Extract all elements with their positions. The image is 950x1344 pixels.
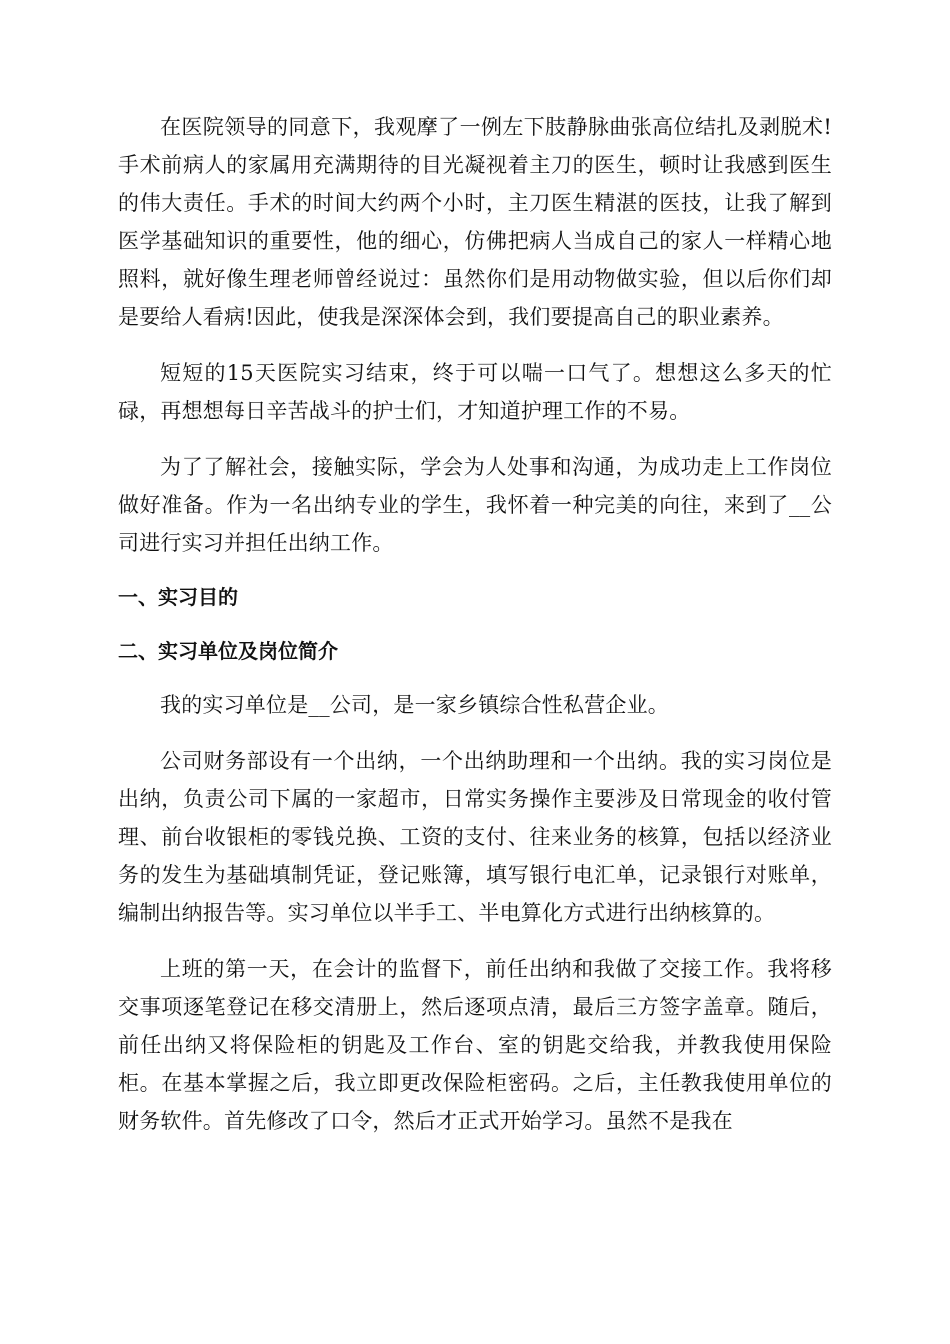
paragraph-hospital-internship-end: 短短的15天医院实习结束，终于可以喘一口气了。想想这么多天的忙碌，再想想每日辛苦战斗的护士们，才知道护理工作的不易。 [118, 361, 832, 423]
section-heading-unit-intro: 二、实习单位及岗位简介 [118, 639, 338, 663]
section-heading-purpose: 一、实习目的 [118, 585, 238, 609]
paragraph-unit-description: 我的实习单位是__公司，是一家乡镇综合性私营企业。 [160, 693, 669, 717]
paragraph-internship-purpose: 为了了解社会，接触实际，学会为人处事和沟通，为成功走上工作岗位做好准备。作为一名出纳专业的学生，我怀着一种完美的向往，来到了__公司进行实习并担任出纳工作。 [118, 455, 832, 555]
paragraph-first-day: 上班的第一天，在会计的监督下，前任出纳和我做了交接工作。我将移交事项逐笔登记在移交清册上，然后逐项点清，最后三方签字盖章。随后，前任出纳又将保险柜的钥匙及工作台、室的钥匙交给我，并教我使用保险柜。在基本掌握之后，我立即更改保险柜密码。之后，主任教我使用单位的财务软件。首先修改了口令，然后才正式开始学习。虽然不是我在 [118, 957, 832, 1133]
paragraph-surgery-observation: 在医院领导的同意下，我观摩了一例左下肢静脉曲张高位结扎及剥脱术!手术前病人的家属用充满期待的目光凝视着主刀的医生，顿时让我感到医生的伟大责任。手术的时间大约两个小时，主刀医生精湛的医技，让我了解到医学基础知识的重要性，他的细心，仿佛把病人当成自己的家人一样精心地照料，就好像生理老师曾经说过：虽然你们是用动物做实验，但以后你们却是要给人看病!因此，使我是深深体会到，我们要提高自己的职业素养。 [118, 115, 832, 329]
paragraph-job-description: 公司财务部设有一个出纳，一个出纳助理和一个出纳。我的实习岗位是出纳，负责公司下属的一家超市，日常实务操作主要涉及日常现金的收付管理、前台收银柜的零钱兑换、工资的支付、往来业务的核算，包括以经济业务的发生为基础填制凭证，登记账簿，填写银行电汇单，记录银行对账单，编制出纳报告等。实习单位以半手工、半电算化方式进行出纳核算的。 [118, 749, 832, 925]
document-page [118, 108, 832, 1140]
